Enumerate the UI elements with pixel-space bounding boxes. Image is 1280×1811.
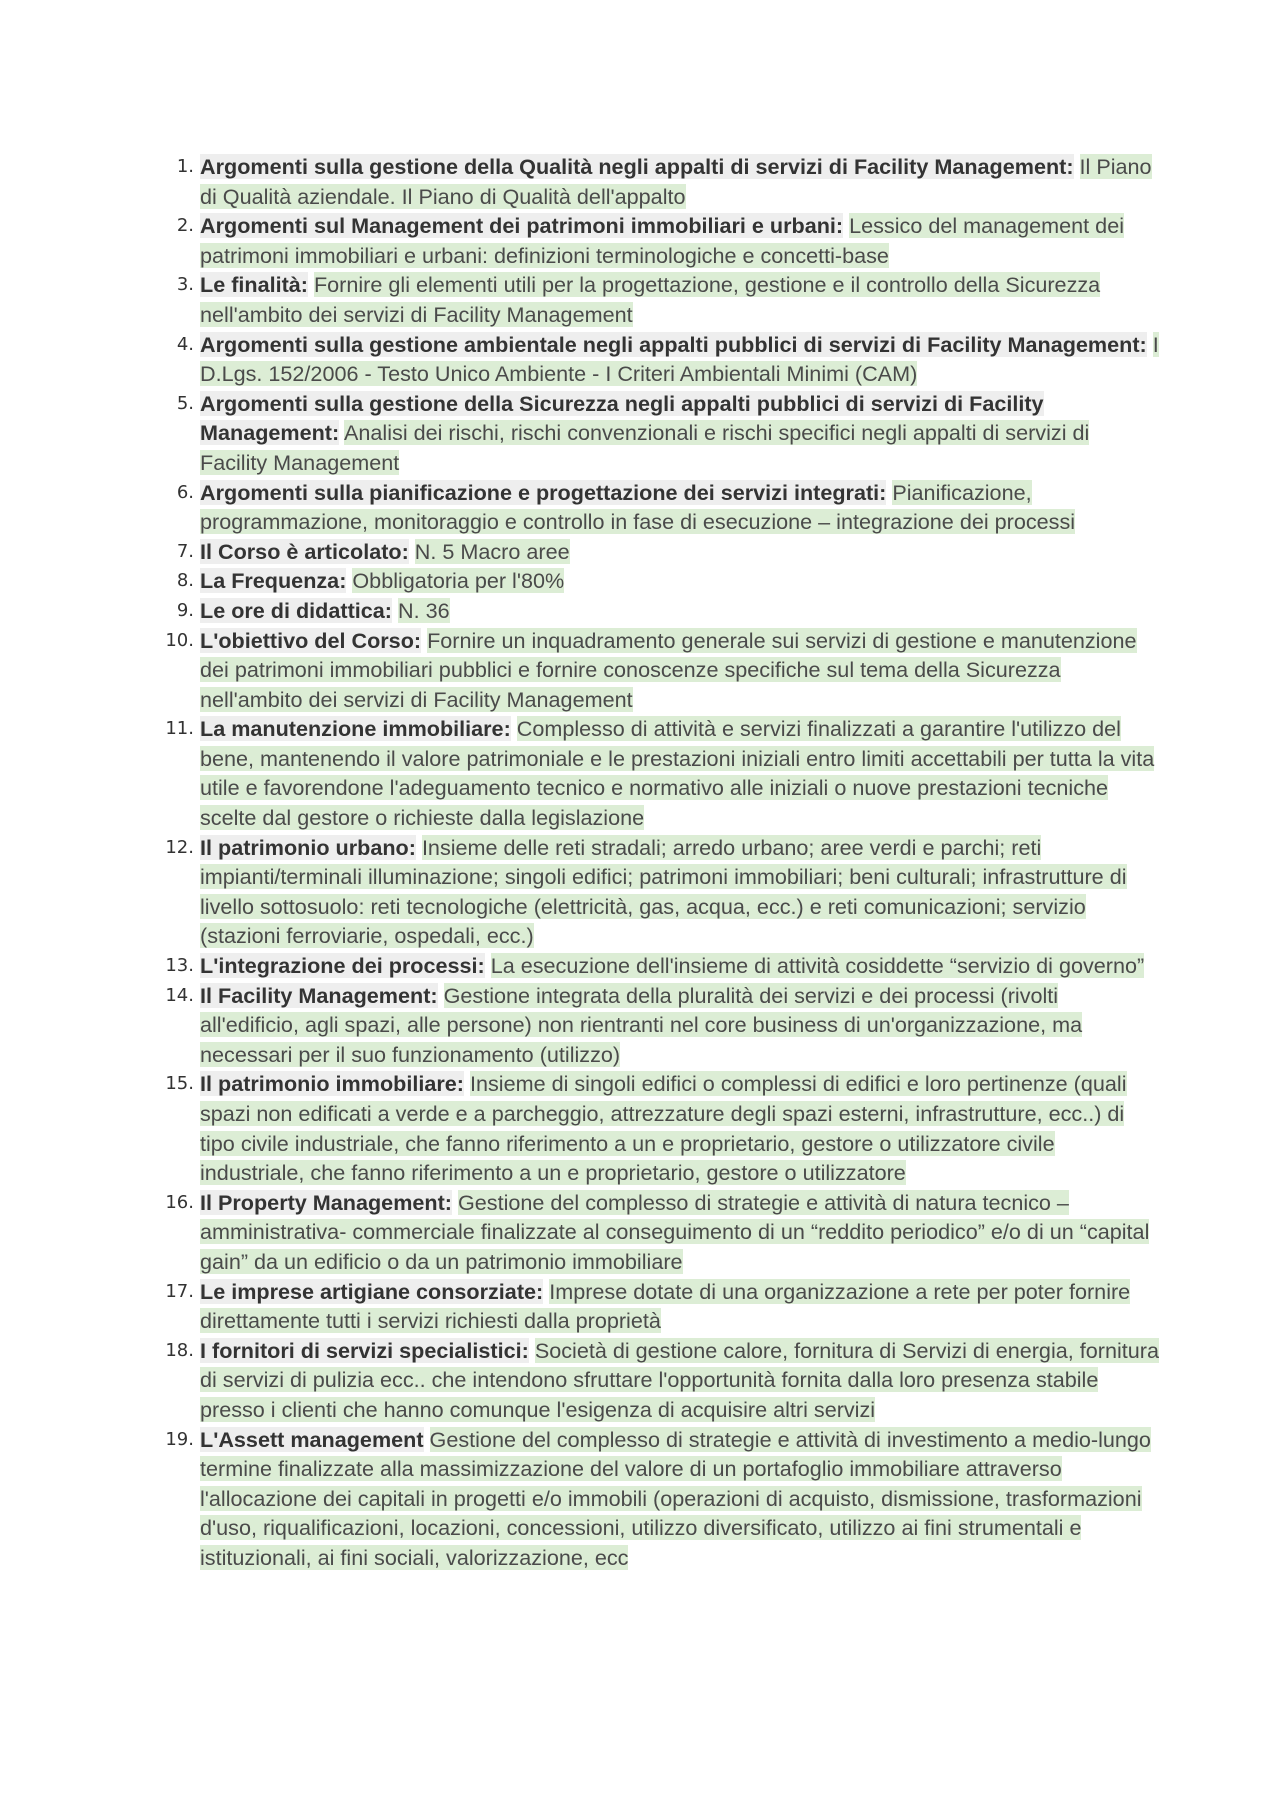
term-label: La manutenzione immobiliare: bbox=[200, 716, 511, 742]
definition-text: N. 36 bbox=[397, 597, 450, 623]
term-label: L'integrazione dei processi: bbox=[200, 953, 485, 979]
list-item-number: 2. bbox=[176, 215, 194, 237]
list-item-number: 1. bbox=[176, 156, 194, 177]
definition-text: I D.Lgs. 152/2006 - Testo Unico Ambiente - I Criteri Ambientali Minimi (CAM) bbox=[200, 331, 1159, 387]
term-label: Il Facility Management: bbox=[200, 982, 438, 1008]
list-item bbox=[150, 566, 1160, 596]
list-item-number: 10. bbox=[165, 629, 194, 651]
term-label: I fornitori di servizi specialistici: bbox=[200, 1337, 529, 1363]
list-item-text bbox=[200, 1188, 1160, 1277]
list-item-text bbox=[200, 1069, 1160, 1187]
list-item bbox=[150, 1069, 1160, 1187]
list-item-number: 9. bbox=[176, 599, 194, 621]
definition-text: Analisi dei rischi, rischi convenzionali e rischi specifici negli appalti di servizi di Facility Management bbox=[200, 420, 1090, 475]
term-label: L'Assett management bbox=[200, 1426, 424, 1452]
list-item-number: 3. bbox=[176, 274, 194, 296]
list-item-text bbox=[200, 152, 1160, 211]
term-label: Le ore di didattica: bbox=[200, 597, 392, 623]
definition-text: Gestione del complesso di strategie e attività di natura tecnico – amministrativa- commerciale finalizzate al conseguimento di un “reddito periodico” e/o di un “capital gain” da un edificio o da un patrimonio immobiliare bbox=[200, 1189, 1150, 1274]
list-item bbox=[150, 626, 1160, 715]
list-item-text bbox=[200, 389, 1160, 478]
glossary-list bbox=[150, 152, 1160, 1573]
list-item-text bbox=[200, 833, 1160, 951]
term-label: La Frequenza: bbox=[200, 568, 347, 594]
term-label: Argomenti sulla gestione della Qualità negli appalti di servizi di Facility Management: bbox=[200, 154, 1074, 179]
definition-text: Fornire un inquadramento generale sui servizi di gestione e manutenzione dei patrimoni immobiliari pubblici e fornire conoscenze specifiche sul tema della Sicurezza nell'ambito dei servizi di Facility Management bbox=[200, 627, 1137, 712]
list-item-number: 17. bbox=[165, 1280, 194, 1302]
list-item bbox=[150, 1188, 1160, 1277]
list-item-text bbox=[200, 1277, 1160, 1336]
list-item-number: 11. bbox=[165, 718, 194, 740]
definition-text: Complesso di attività e servizi finalizzati a garantire l'utilizzo del bene, mantenendo il valore patrimoniale e le prestazioni iniziali entro limiti accettabili per tutta la vita utile e favorendone l'adeguamento tecnico e normativo alle iniziali o nuove prestazioni tecniche scelte dal gestore o richieste dalla legislazione bbox=[200, 716, 1155, 831]
definition-text: N. 5 Macro aree bbox=[414, 538, 570, 564]
definition-text: Insieme delle reti stradali; arredo urbano; aree verdi e parchi; reti impianti/terminali illuminazione; singoli edifici; patrimoni immobiliari; beni culturali; infrastrutture di livello sottosuolo: reti tecnologiche (elettricità, gas, acqua, ecc.) e reti comunicazioni; servizio (stazioni ferroviarie, ospedali, ecc.) bbox=[200, 834, 1127, 949]
list-item-text bbox=[200, 478, 1160, 537]
list-item-text bbox=[200, 537, 1160, 567]
list-item bbox=[150, 714, 1160, 832]
definition-text: Fornire gli elementi utili per la progettazione, gestione e il controllo della Sicurezza nell'ambito dei servizi di Facility Management bbox=[200, 272, 1101, 327]
list-item bbox=[150, 152, 1160, 211]
list-item-text bbox=[200, 714, 1160, 832]
list-item-number: 13. bbox=[165, 955, 194, 977]
list-item-text bbox=[200, 1336, 1160, 1425]
list-item-number: 6. bbox=[176, 481, 194, 503]
list-item-text bbox=[200, 211, 1160, 270]
list-item bbox=[150, 211, 1160, 270]
list-item-text bbox=[200, 270, 1160, 329]
definition-text: Il Piano di Qualità aziendale. Il Piano di Qualità dell'appalto bbox=[200, 154, 1152, 209]
list-item-text bbox=[200, 566, 1160, 596]
list-item bbox=[150, 1277, 1160, 1336]
definition-text: Gestione del complesso di strategie e attività di investimento a medio-lungo termine finalizzate alla massimizzazione del valore di un portafoglio immobiliare attraverso l'allocazione dei capitali in progetti e/o immobili (operazioni di acquisto, dismissione, trasformazioni d'uso, riqualificazioni, locazioni, concessioni, utilizzo diversificato, utilizzo ai fini strumentali e istituzionali, ai fini sociali, valorizzazione, ecc bbox=[200, 1426, 1151, 1570]
list-item bbox=[150, 981, 1160, 1070]
definition-text: La esecuzione dell'insieme di attività cosiddette “servizio di governo” bbox=[490, 953, 1145, 979]
list-item-number: 5. bbox=[176, 392, 194, 414]
list-item-text bbox=[200, 596, 1160, 626]
term-label: Argomenti sul Management dei patrimoni immobiliari e urbani: bbox=[200, 213, 844, 239]
list-item bbox=[150, 270, 1160, 329]
definition-text: Insieme di singoli edifici o complessi di edifici e loro pertinenze (quali spazi non edificati a verde e a parcheggio, attrezzature degli spazi esterni, infrastrutture, ecc..) di tipo civile industriale, che fanno riferimento a un e proprietario, gestore o utilizzatore civile industriale, che fanno riferimento a un e proprietario, gestore o utilizzatore bbox=[200, 1071, 1127, 1186]
term-label: Argomenti sulla gestione della Sicurezza negli appalti pubblici di servizi di Facility Management: bbox=[200, 390, 1044, 446]
list-item bbox=[150, 389, 1160, 478]
term-label: Le imprese artigiane consorziate: bbox=[200, 1278, 544, 1304]
list-item-number: 14. bbox=[165, 984, 194, 1006]
list-item bbox=[150, 596, 1160, 626]
list-item bbox=[150, 478, 1160, 537]
term-label: Il patrimonio urbano: bbox=[200, 834, 416, 860]
list-item-number: 4. bbox=[176, 333, 194, 355]
list-item-text bbox=[200, 951, 1160, 981]
term-label: L'obiettivo del Corso: bbox=[200, 627, 422, 653]
term-label: Argomenti sulla gestione ambientale negli appalti pubblici di servizi di Facility Management: bbox=[200, 331, 1147, 357]
list-item-number: 12. bbox=[165, 836, 194, 858]
list-item-text bbox=[200, 626, 1160, 715]
term-label: Le finalità: bbox=[200, 272, 308, 298]
definition-text: Imprese dotate di una organizzazione a rete per poter fornire direttamente tutti i servizi richiesti dalla proprietà bbox=[200, 1278, 1131, 1334]
list-item-text bbox=[200, 330, 1160, 389]
list-item bbox=[150, 1336, 1160, 1425]
list-item-number: 15. bbox=[165, 1073, 194, 1095]
list-item-text bbox=[200, 1425, 1160, 1573]
list-item-number: 18. bbox=[165, 1339, 194, 1361]
list-item-number: 8. bbox=[176, 570, 194, 592]
definition-text: Obbligatoria per l'80% bbox=[352, 568, 565, 594]
term-label: Il Corso è articolato: bbox=[200, 538, 409, 564]
definition-text: Pianificazione, programmazione, monitoraggio e controllo in fase di esecuzione – integrazione dei processi bbox=[200, 479, 1076, 535]
term-label: Il Property Management: bbox=[200, 1189, 452, 1215]
term-label: Il patrimonio immobiliare: bbox=[200, 1071, 464, 1097]
list-item-number: 16. bbox=[165, 1191, 194, 1213]
list-item-text bbox=[200, 981, 1160, 1070]
list-item-number: 7. bbox=[176, 540, 194, 562]
definition-text: Società di gestione calore, fornitura di Servizi di energia, fornitura di servizi di pulizia ecc.. che intendono sfruttare l'opportunità fornita dalla loro presenza stabile presso i clienti che hanno comunque l'esigenza di acquisire altri servizi bbox=[200, 1337, 1159, 1422]
term-label: Argomenti sulla pianificazione e progettazione dei servizi integrati: bbox=[200, 479, 887, 505]
list-item bbox=[150, 951, 1160, 981]
list-item bbox=[150, 1425, 1160, 1573]
list-item-number: 19. bbox=[165, 1428, 194, 1450]
list-item bbox=[150, 537, 1160, 567]
list-item bbox=[150, 330, 1160, 389]
definition-text: Lessico del management dei patrimoni immobiliari e urbani: definizioni terminologiche e concetti-base bbox=[200, 213, 1124, 268]
definition-text: Gestione integrata della pluralità dei servizi e dei processi (rivolti all'edificio, agli spazi, alle persone) non rientranti nel core business di un'organizzazione, ma necessari per il suo funzionamento (utilizzo) bbox=[200, 982, 1083, 1067]
list-item bbox=[150, 833, 1160, 951]
